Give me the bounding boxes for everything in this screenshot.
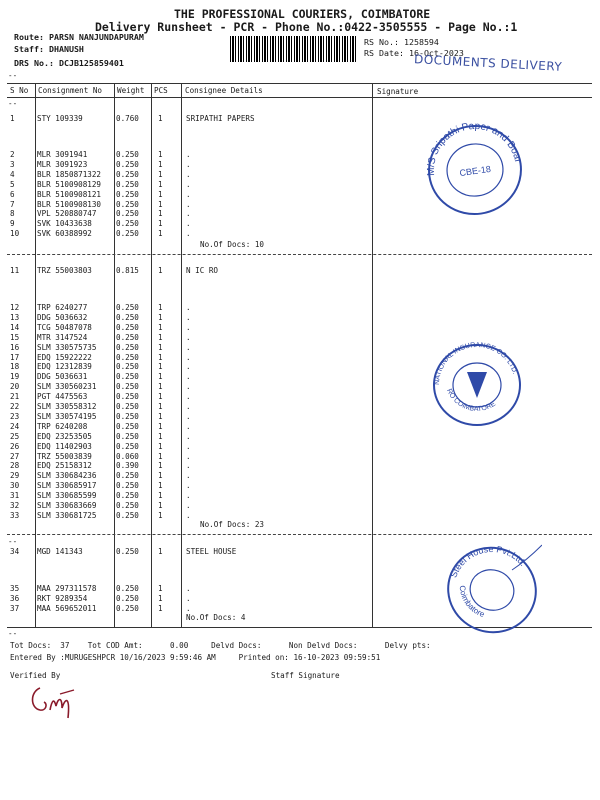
row-sno: 5 (10, 179, 15, 189)
row-weight: 0.250 (116, 199, 139, 209)
row-weight: 0.250 (116, 471, 139, 481)
row-pcs: 1 (158, 411, 163, 421)
row-pcs: 1 (158, 471, 163, 481)
row-sno: 28 (10, 461, 20, 471)
consignee-placeholder: . (186, 209, 191, 219)
row-pcs: 1 (158, 229, 163, 239)
row-weight: 0.250 (116, 491, 139, 501)
row-pcs: 1 (158, 342, 163, 352)
row-pcs: 1 (158, 332, 163, 342)
row-pcs: 1 (158, 603, 163, 613)
row-pcs: 1 (158, 219, 163, 229)
row-sno: 32 (10, 501, 20, 510)
row-weight: 0.250 (116, 411, 139, 421)
row-weight: 0.250 (116, 402, 139, 411)
consignee-placeholder: . (186, 219, 191, 229)
row-sno: 26 (10, 441, 20, 451)
row-pcs: 1 (158, 481, 163, 491)
row-sno: 35 (10, 584, 20, 593)
row-sno: 2 (10, 150, 15, 159)
row-consignment: SLM 330575735 (37, 342, 97, 352)
consignee-placeholder: . (186, 593, 191, 603)
row-consignment: RKT 9289354 (37, 593, 88, 603)
row-sno: 19 (10, 372, 20, 382)
row-consignment: TCG 50487078 (37, 322, 92, 332)
row-sno: 15 (10, 332, 20, 342)
row-consignment: DDG 5036632 (37, 312, 88, 322)
row-pcs: 1 (158, 441, 163, 451)
row-sno: 6 (10, 189, 15, 199)
row-consignment: BLR 5100908121 (37, 189, 102, 199)
verified-by-label: Verified By (10, 671, 61, 680)
col-consignment: Consignment No (38, 86, 103, 95)
row-pcs: 1 (158, 584, 163, 593)
docs-count: No.Of Docs: 4 (186, 613, 246, 622)
consignee-placeholder: . (186, 352, 191, 362)
row-pcs: 1 (158, 209, 163, 219)
consignee-placeholder: . (186, 441, 191, 451)
consignee-placeholder: . (186, 510, 191, 520)
row-pcs: 1 (158, 402, 163, 411)
seal-text: Coimbatore (457, 584, 486, 620)
row-consignment: SLM 330574195 (37, 411, 97, 421)
row-consignment: BLR 1850871322 (37, 169, 102, 179)
row-sno: 21 (10, 392, 20, 402)
consignee-placeholder: . (186, 411, 191, 421)
row-pcs: 1 (158, 392, 163, 402)
dash-marker: -- (8, 629, 18, 638)
table-row: 34 MGD 141343 0.250 1 (10, 547, 163, 556)
rs-number: RS No.: 1258594 (364, 37, 439, 47)
row-sno: 30 (10, 481, 20, 491)
verifier-signature (26, 680, 96, 720)
consignee-placeholder: . (186, 159, 191, 169)
row-pcs: 1 (158, 362, 163, 372)
row-consignment: TRZ 55003839 (37, 451, 92, 461)
row-weight: 0.250 (116, 229, 139, 239)
row-consignment: EDQ 15922222 (37, 352, 92, 362)
table-row (0, 304, 600, 314)
col-signature: Signature (377, 87, 419, 96)
row-consignment: MLR 3091941 (37, 150, 88, 159)
row-pcs: 1 (158, 461, 163, 471)
route: Route: PARSN NANJUNDAPURAM (14, 32, 144, 42)
row-weight: 0.250 (116, 342, 139, 352)
row-sno: 37 (10, 603, 20, 613)
row-consignment: BLR 5100908129 (37, 179, 102, 189)
group-divider (7, 534, 592, 535)
row-pcs: 1 (158, 372, 163, 382)
consignee-placeholder: . (186, 229, 191, 239)
row-consignment: SLM 330558312 (37, 402, 97, 411)
consignee-placeholder: . (186, 461, 191, 471)
row-consignment: EDQ 23253505 (37, 431, 92, 441)
row-weight: 0.250 (116, 584, 139, 593)
row-pcs: 1 (158, 312, 163, 322)
row-weight: 0.250 (116, 501, 139, 510)
documents-delivery-stamp: DOCUMENTS DELIVERY (413, 52, 563, 74)
row-pcs: 1 (158, 159, 163, 169)
row-weight: 0.250 (116, 362, 139, 372)
consignee-placeholder: . (186, 471, 191, 481)
row-pcs: 1 (158, 169, 163, 179)
row-sno: 31 (10, 491, 20, 501)
consignee-placeholder: . (186, 392, 191, 402)
row-sno: 25 (10, 431, 20, 441)
staff-signature-label: Staff Signature (271, 671, 340, 680)
row-pcs: 1 (158, 501, 163, 510)
totals-line: Tot Docs: 37 Tot COD Amt: 0.00 Delvd Docs: Non Delvd Docs: Delvy pts: (10, 641, 431, 650)
row-weight: 0.250 (116, 593, 139, 603)
row-pcs: 1 (158, 199, 163, 209)
row-consignment: PGT 4475563 (37, 392, 88, 402)
row-consignment: DDG 5036631 (37, 372, 88, 382)
table-row (0, 512, 600, 522)
consignee-placeholder: . (186, 322, 191, 332)
row-weight: 0.250 (116, 481, 139, 491)
row-weight: 0.250 (116, 441, 139, 451)
row-sno: 9 (10, 219, 15, 229)
row-consignment: MAA 569652011 (37, 603, 97, 613)
row-pcs: 1 (158, 179, 163, 189)
row-consignment: EDQ 12312839 (37, 362, 92, 372)
col-sno: S No (10, 86, 29, 95)
row-weight: 0.250 (116, 510, 139, 520)
barcode (230, 36, 356, 62)
row-sno: 14 (10, 322, 20, 332)
row-weight: 0.250 (116, 179, 139, 189)
row-weight: 0.250 (116, 421, 139, 431)
row-sno: 33 (10, 510, 20, 520)
seal-text: NATIONAL INSURANCE CO. LTD. (433, 341, 519, 386)
row-consignment: SVK 60388992 (37, 229, 92, 239)
row-sno: 8 (10, 209, 15, 219)
consignee-placeholder: . (186, 189, 191, 199)
row-sno: 17 (10, 352, 20, 362)
row-consignment: SLM 330560231 (37, 382, 97, 392)
consignee-name: SRIPATHI PAPERS (186, 114, 255, 123)
row-pcs: 1 (158, 303, 163, 312)
seal-text: RO COIMBATORE (445, 387, 498, 413)
consignee-placeholder: . (186, 421, 191, 431)
consignee-placeholder: . (186, 584, 191, 593)
row-consignment: EDQ 11402903 (37, 441, 92, 451)
row-pcs: 1 (158, 382, 163, 392)
row-weight: 0.250 (116, 312, 139, 322)
row-weight: 0.250 (116, 603, 139, 613)
row-pcs: 1 (158, 189, 163, 199)
row-pcs: 1 (158, 510, 163, 520)
row-consignment: SVK 10433638 (37, 219, 92, 229)
row-sno: 22 (10, 402, 20, 411)
consignee-placeholder: . (186, 179, 191, 189)
row-sno: 29 (10, 471, 20, 481)
row-consignment: SLM 330684236 (37, 471, 97, 481)
row-weight: 0.250 (116, 150, 139, 159)
row-pcs: 1 (158, 352, 163, 362)
header-top-rule (7, 83, 592, 84)
row-weight: 0.250 (116, 219, 139, 229)
row-weight: 0.060 (116, 451, 139, 461)
row-consignment: MAA 297311578 (37, 584, 97, 593)
row-sno: 24 (10, 421, 20, 431)
row-sno: 13 (10, 312, 20, 322)
row-consignment: TRP 6240208 (37, 421, 88, 431)
row-sno: 4 (10, 169, 15, 179)
consignee-placeholder: . (186, 303, 191, 312)
consignee-placeholder: . (186, 603, 191, 613)
row-weight: 0.250 (116, 159, 139, 169)
docs-count: No.Of Docs: 10 (200, 240, 265, 249)
header-bottom-rule (7, 97, 592, 98)
row-weight: 0.390 (116, 461, 139, 471)
row-sno: 18 (10, 362, 20, 372)
row-weight: 0.250 (116, 431, 139, 441)
runsheet-subtitle: Delivery Runsheet - PCR - Phone No.:0422-3505555 - Page No.:1 (95, 20, 518, 34)
docs-count: No.Of Docs: 23 (200, 520, 265, 529)
drs-number: DRS No.: DCJB125859401 (14, 58, 124, 68)
consignee-placeholder: . (186, 491, 191, 501)
consignee-name: STEEL HOUSE (186, 547, 237, 556)
col-consignee: Consignee Details (185, 86, 263, 95)
consignee-placeholder: . (186, 150, 191, 159)
row-sno: 20 (10, 382, 20, 392)
row-weight: 0.250 (116, 169, 139, 179)
consignee-placeholder: . (186, 451, 191, 461)
consignee-placeholder: . (186, 342, 191, 352)
consignee-placeholder: . (186, 372, 191, 382)
consignee-placeholder: . (186, 402, 191, 411)
seal-text: M/S Sripathi Paper and Boards (425, 120, 524, 177)
row-weight: 0.250 (116, 189, 139, 199)
consignee-placeholder: . (186, 312, 191, 322)
col-weight: Weight (117, 86, 145, 95)
row-consignment: TRP 6240277 (37, 303, 88, 312)
row-weight: 0.250 (116, 322, 139, 332)
row-weight: 0.250 (116, 392, 139, 402)
row-consignment: SLM 330685917 (37, 481, 97, 491)
row-pcs: 1 (158, 491, 163, 501)
row-weight: 0.250 (116, 209, 139, 219)
consignee-placeholder: . (186, 169, 191, 179)
staff: Staff: DHANUSH (14, 44, 84, 54)
row-pcs: 1 (158, 451, 163, 461)
svg-text:RO COIMBATORE (445, 388, 497, 413)
consignee-placeholder: . (186, 332, 191, 342)
consignee-placeholder: . (186, 481, 191, 491)
consignee-placeholder: . (186, 382, 191, 392)
row-pcs: 1 (158, 322, 163, 332)
row-consignment: SLM 330681725 (37, 510, 97, 520)
row-sno: 3 (10, 159, 15, 169)
seal-center: CBE-18 (458, 163, 492, 179)
row-pcs: 1 (158, 150, 163, 159)
col-pcs: PCS (154, 86, 168, 95)
row-weight: 0.250 (116, 332, 139, 342)
row-sno: 12 (10, 303, 20, 312)
group-divider (7, 254, 592, 255)
table-row (0, 230, 600, 240)
row-sno: 23 (10, 411, 20, 421)
row-weight: 0.250 (116, 303, 139, 312)
row-weight: 0.250 (116, 352, 139, 362)
entered-by: Entered By :MURUGESHPCR 10/16/2023 9:59:46 AM Printed on: 16-10-2023 09:59:51 (10, 653, 381, 662)
table-row: 11 TRZ 55003803 0.815 1 (10, 266, 163, 275)
row-consignment: MLR 3091923 (37, 159, 88, 169)
row-sno: 7 (10, 199, 15, 209)
row-sno: 10 (10, 229, 20, 239)
row-weight: 0.250 (116, 372, 139, 382)
row-pcs: 1 (158, 593, 163, 603)
dash-marker: -- (8, 99, 18, 108)
row-pcs: 1 (158, 421, 163, 431)
row-consignment: MTR 3147524 (37, 332, 88, 342)
row-sno: 27 (10, 451, 20, 461)
row-consignment: SLM 330685599 (37, 491, 97, 501)
consignee-placeholder: . (186, 501, 191, 510)
consignee-placeholder: . (186, 362, 191, 372)
company-title: THE PROFESSIONAL COURIERS, COIMBATORE (174, 7, 431, 21)
dash-marker: -- (8, 537, 18, 546)
rs-date: RS Date: 16-Oct-2023 (364, 48, 464, 58)
dash-marker: -- (8, 71, 18, 80)
row-pcs: 1 (158, 431, 163, 441)
table-row (0, 324, 600, 334)
sripathi-seal-icon (420, 118, 530, 218)
row-weight: 0.250 (116, 382, 139, 392)
row-consignment: VPL 520880747 (37, 209, 97, 219)
consignee-placeholder: . (186, 431, 191, 441)
steel-house-seal-icon (442, 540, 542, 640)
row-consignment: SLM 330683669 (37, 501, 97, 510)
row-sno: 36 (10, 593, 20, 603)
consignee-name: N IC RO (186, 266, 219, 275)
seal-text: Steel House Pvt.Ltd. (448, 543, 529, 580)
row-consignment: BLR 5100908130 (37, 199, 102, 209)
national-insurance-seal-icon (427, 340, 527, 430)
table-row: 1 STY 109339 0.760 1 (10, 114, 163, 123)
row-consignment: EDQ 25158312 (37, 461, 92, 471)
row-sno: 16 (10, 342, 20, 352)
consignee-placeholder: . (186, 199, 191, 209)
